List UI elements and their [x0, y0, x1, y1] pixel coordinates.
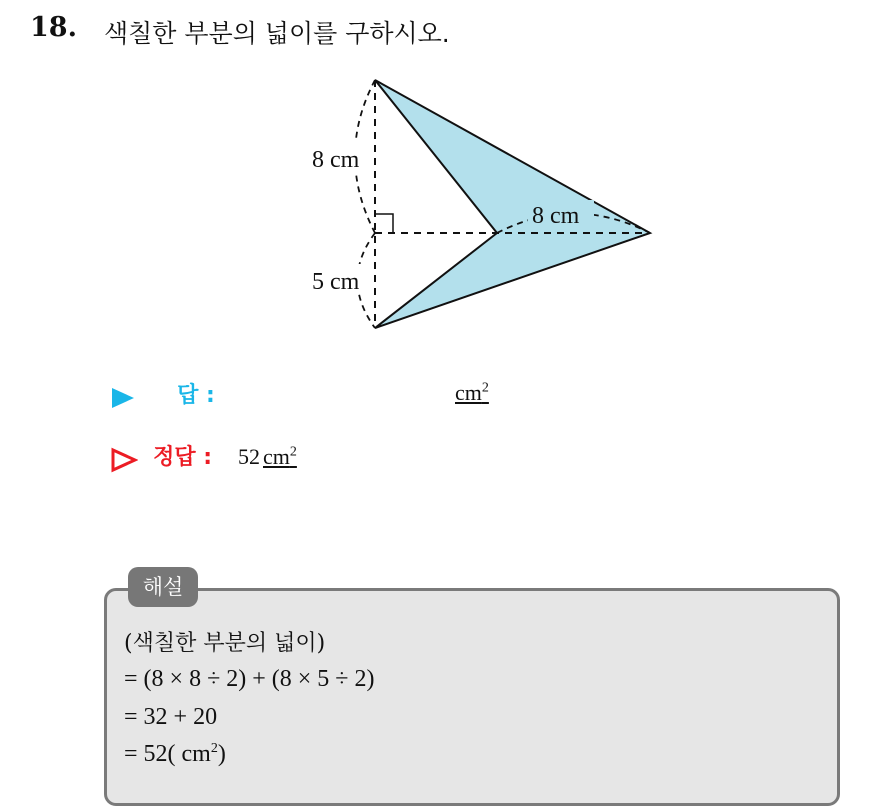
answer-unit: $cm^2$	[455, 380, 489, 405]
solution-title: 해설	[128, 567, 198, 607]
shaded-area-figure	[0, 0, 884, 360]
shaded-region	[375, 80, 650, 328]
base-label: 8 cm	[532, 203, 580, 229]
correct-answer-row	[110, 440, 212, 473]
outline-triangle-icon	[110, 447, 138, 473]
solution-box	[104, 588, 840, 806]
right-angle-mark	[375, 214, 393, 233]
answer-row	[110, 378, 215, 410]
answer-label: 답 :	[177, 383, 215, 408]
filled-triangle-icon	[110, 386, 136, 410]
solution-line-3: = 32 + 20	[124, 704, 218, 730]
solution-line-2: = (8 × 8 ÷ 2) + (8 × 5 ÷ 2)	[124, 666, 375, 692]
correct-answer-value: 52 $cm^2$	[238, 444, 297, 469]
top-height-label: 8 cm	[312, 147, 360, 173]
question-number: 18.	[30, 12, 77, 43]
question-text: 색칠한 부분의 넓이를 구하시오.	[104, 19, 450, 48]
bottom-height-label: 5 cm	[312, 269, 360, 295]
correct-answer-label: 정답 :	[153, 445, 213, 470]
solution-line-1: (색칠한 부분의 넓이)	[124, 631, 326, 656]
solution-line-4: = 52( $cm^2$)	[124, 741, 226, 767]
